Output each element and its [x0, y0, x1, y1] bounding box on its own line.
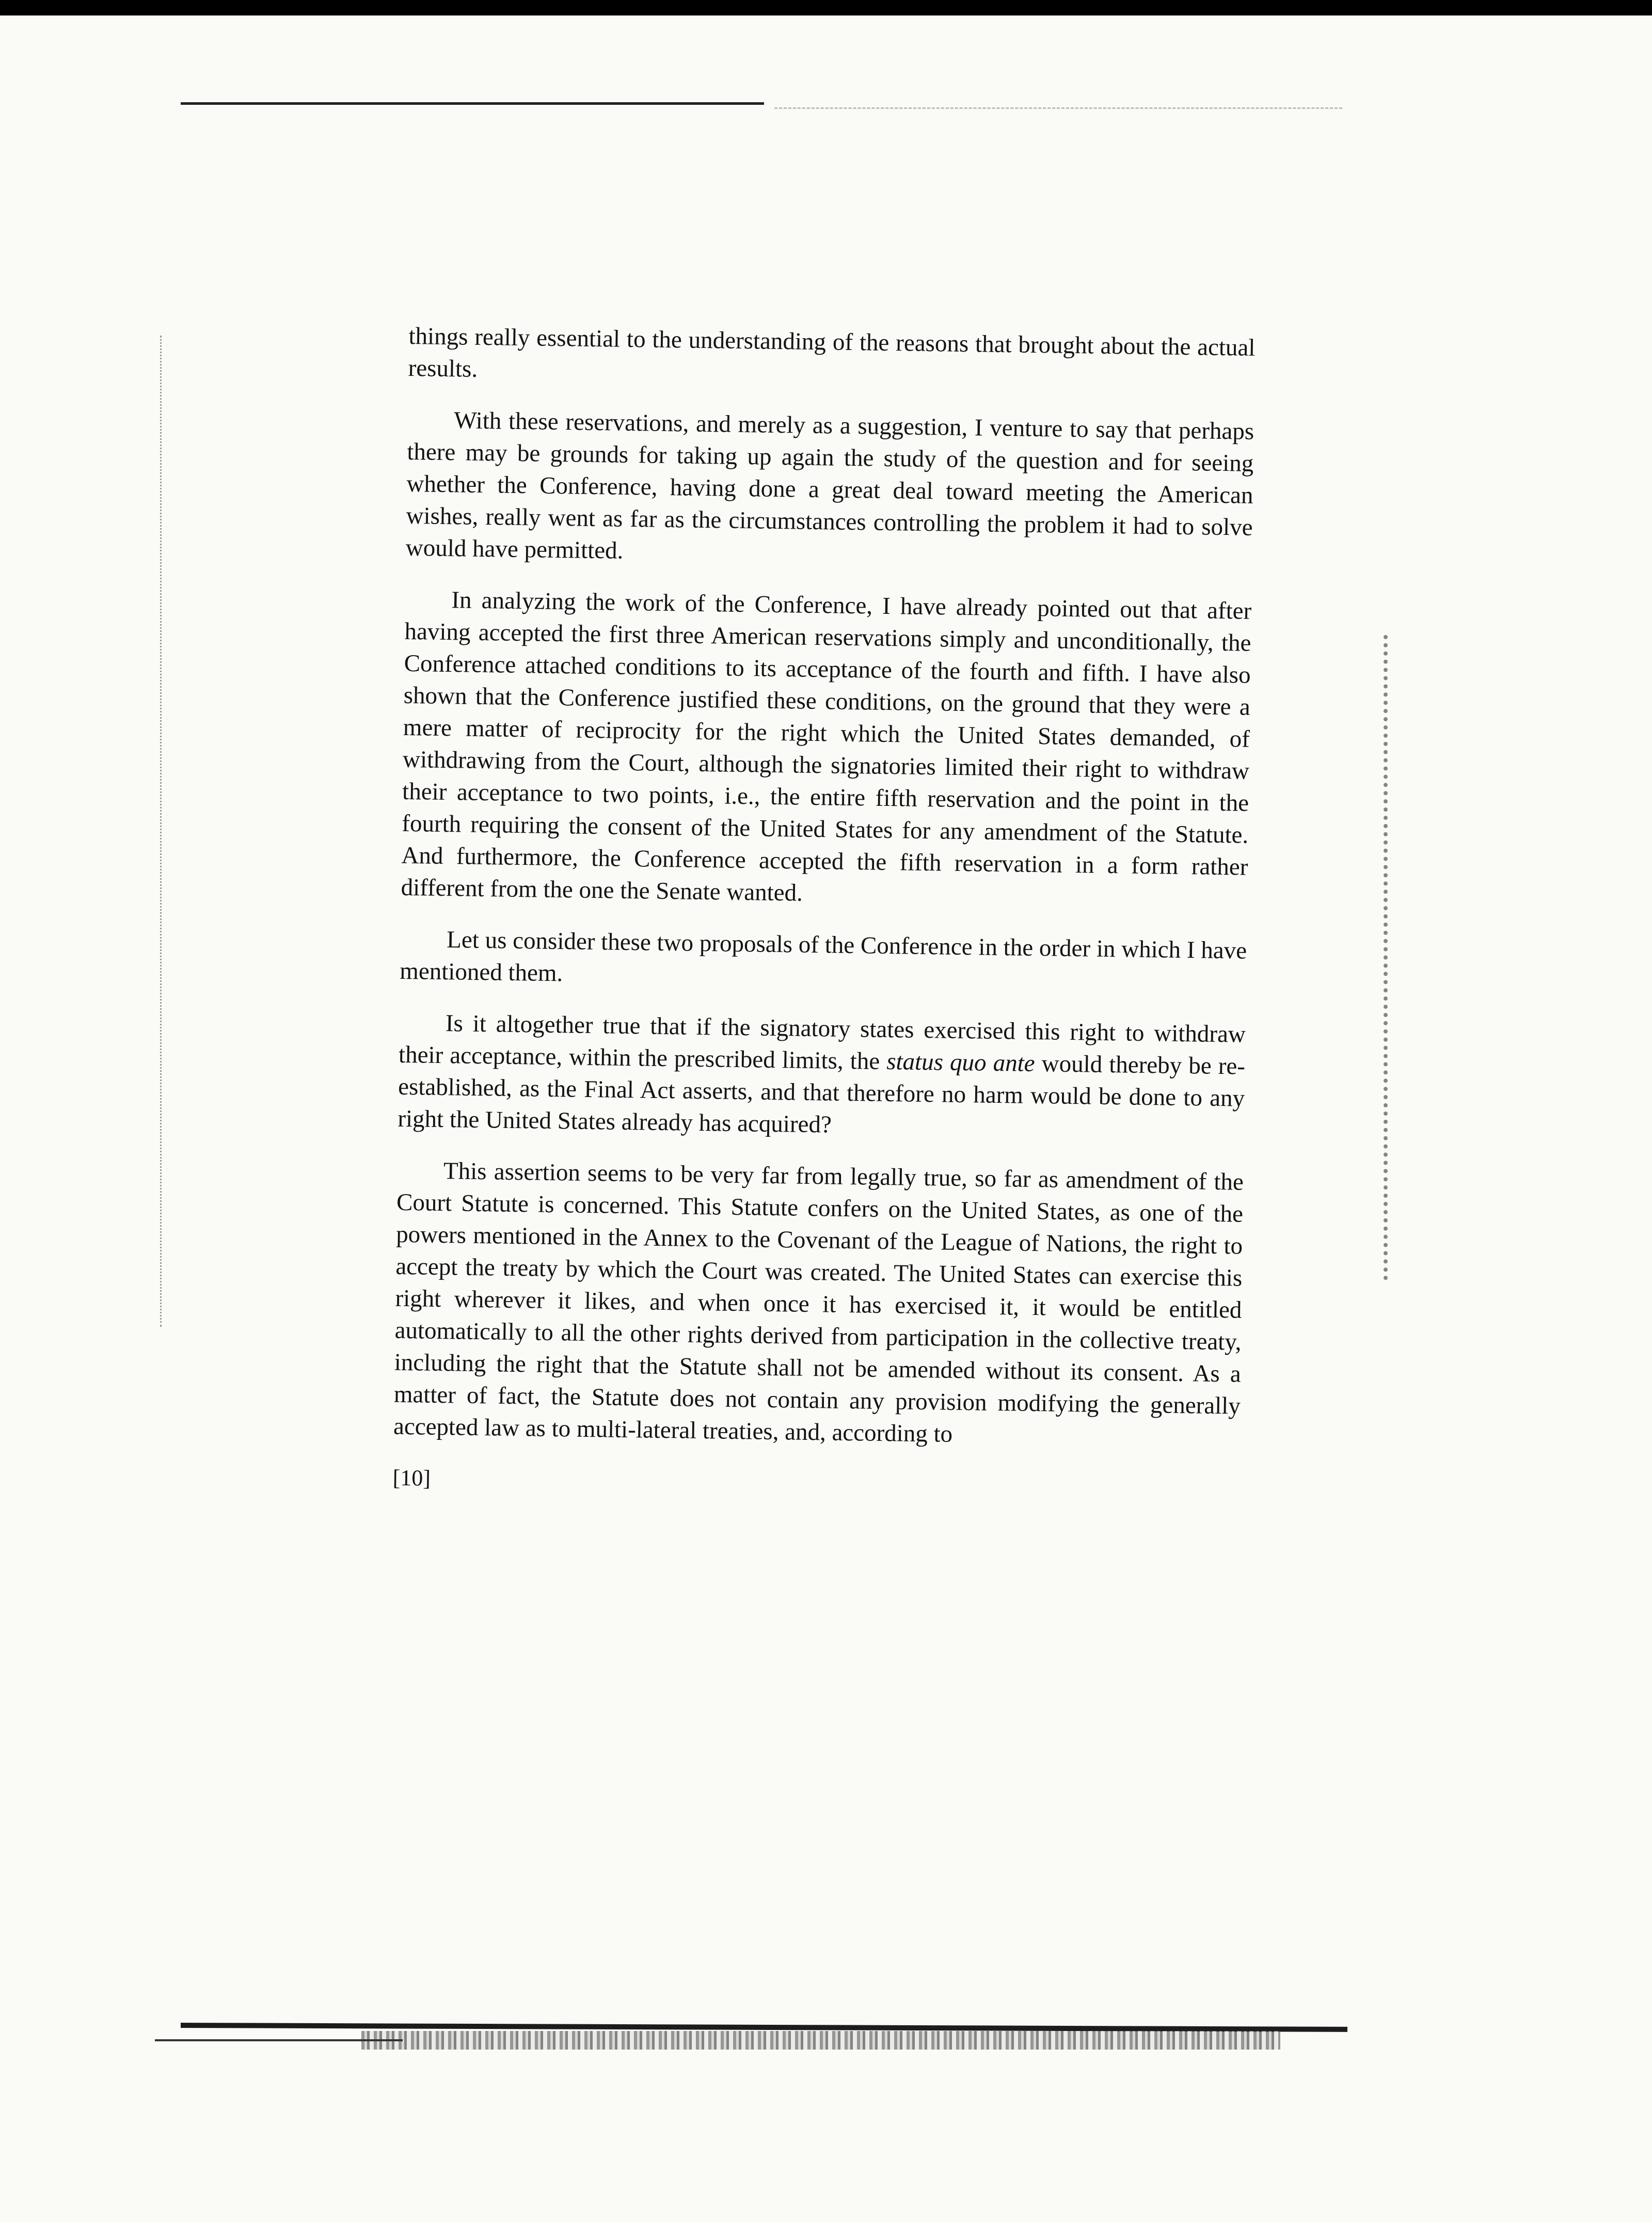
paragraph-5-italic: status quo ante	[886, 1048, 1035, 1077]
page-sheet	[0, 15, 1652, 2222]
right-margin-marks	[1384, 635, 1398, 1280]
bottom-rule-scan-noise	[361, 2031, 1280, 2050]
bottom-rule-thin	[155, 2039, 403, 2041]
paragraph-3: In analyzing the work of the Conference, I have already pointed out that after having accepted the first three American reservations simply and unconditionally, the Conference attached conditions to its acceptance of the fourth and fifth. I have also shown that the Conference justified these conditions, on the ground that they were a mere matter of reciprocity for the right which the United States demanded, of withdrawing from the Court, although the signatories limited their right to withdraw their acceptance to two points, i.e., the entire fifth reservation and the point in the fourth requiring the consent of the United States for any amendment of the Statute. And furthermore, the Conference accepted the fifth reservation in a form rather different from the one the Senate wanted.	[401, 586, 1252, 907]
paragraph-5-before: Is it altogether true that if the signatory states exercised this right to withdraw their acceptance, within the prescribed limits, the	[398, 1010, 1246, 1075]
paragraph-1: things really essential to the understanding of the reasons that brought about the actual results.	[408, 322, 1256, 383]
paragraph-6: This assertion seems to be very far from legally true, so far as amendment of the Court Statute is concerned. This Statute confers on the United States, as one of the powers mentioned in the Annex to the Covenant of the League of Nations, the right to accept the treaty by which the Court was created. The United States can exercise this right wherever it likes, and when once it has exercised it, it would be entitled automatically to all the other rights derived from participation in the collective treaty, including the right that the Statute shall not be amended without its consent. As a matter of fact, the Statute does not contain any provision modifying the generally accepted law as to multi-lateral treaties, and, according to	[393, 1157, 1244, 1448]
page-number: [10]	[392, 1465, 431, 1491]
paragraph-4: Let us consider these two proposals of the Conference in the order in which I have mentioned them.	[400, 926, 1247, 987]
paragraph-5-after: would thereby be re-established, as the Final Act asserts, and that therefore no harm would be done to any right the United States already has acquired?	[398, 1050, 1246, 1138]
paragraph-2: With these reservations, and merely as a suggestion, I venture to say that perhaps there may be grounds for taking up again the study of the question and for seeing whether the Conference, having done a great deal toward meeting the American wishes, really went as far as the circumstances controlling the problem it had to solve would have permitted.	[405, 407, 1254, 564]
left-margin-marks	[160, 336, 182, 1327]
top-rule	[181, 102, 764, 105]
paragraph-5	[398, 1007, 1246, 1147]
body-text	[392, 320, 1256, 1506]
top-rule-faint	[774, 107, 1342, 109]
